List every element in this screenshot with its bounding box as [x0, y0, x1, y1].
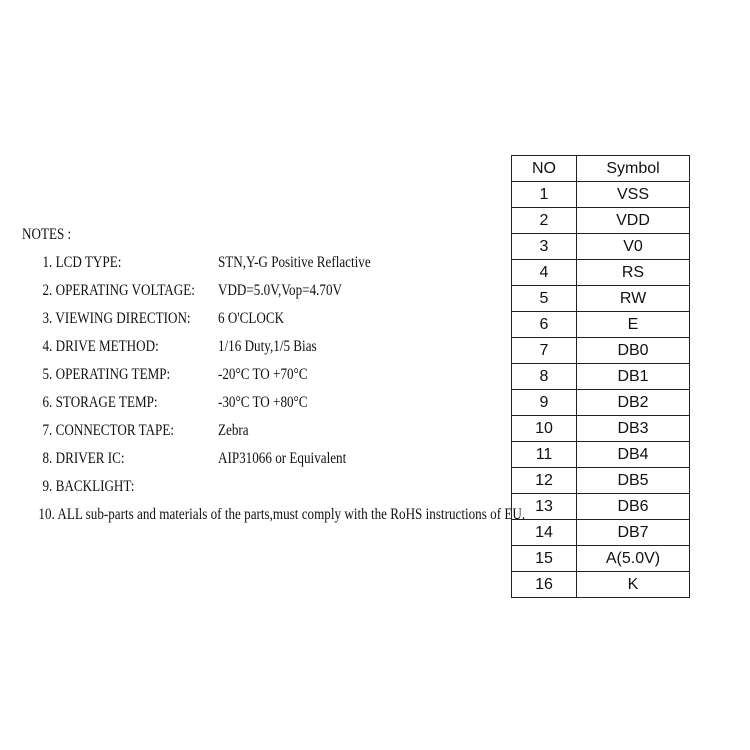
pin-number: 4 — [512, 260, 577, 286]
table-row — [512, 572, 690, 598]
pin-number: 5 — [512, 286, 577, 312]
pin-symbol: RS — [577, 260, 690, 286]
table-row — [512, 260, 690, 286]
pin-symbol: VSS — [577, 182, 690, 208]
table-row — [512, 520, 690, 546]
pin-symbol: A(5.0V) — [577, 546, 690, 572]
pin-table — [511, 155, 690, 598]
note-label: 6. STORAGE TEMP: — [42, 394, 158, 411]
pin-number: 13 — [512, 494, 577, 520]
note-value: 6 O'CLOCK — [217, 310, 285, 327]
pin-symbol: DB1 — [577, 364, 690, 390]
note-text: 10. ALL sub-parts and materials of the parts,must comply with the RoHS instructions of EU. — [38, 506, 526, 523]
pin-symbol: DB4 — [577, 442, 690, 468]
note-label: 1. LCD TYPE: — [42, 254, 122, 271]
table-row — [512, 182, 690, 208]
pin-number: 16 — [512, 572, 577, 598]
note-label: 8. DRIVER IC: — [42, 450, 125, 467]
note-value: Zebra — [217, 422, 249, 439]
note-label: 4. DRIVE METHOD: — [42, 338, 159, 355]
pin-number: 12 — [512, 468, 577, 494]
pin-number: 3 — [512, 234, 577, 260]
pin-symbol: DB5 — [577, 468, 690, 494]
note-label: 3. VIEWING DIRECTION: — [42, 310, 191, 327]
pin-symbol: RW — [577, 286, 690, 312]
pin-number: 8 — [512, 364, 577, 390]
note-value: STN,Y-G Positive Reflactive — [217, 254, 371, 271]
pin-symbol: K — [577, 572, 690, 598]
table-row — [512, 338, 690, 364]
pin-number: 2 — [512, 208, 577, 234]
pin-symbol: DB0 — [577, 338, 690, 364]
table-row — [512, 208, 690, 234]
pin-symbol: VDD — [577, 208, 690, 234]
note-label: 2. OPERATING VOLTAGE: — [42, 282, 195, 299]
pin-symbol: E — [577, 312, 690, 338]
note-label: 7. CONNECTOR TAPE: — [42, 422, 175, 439]
table-row — [512, 364, 690, 390]
pin-table-body — [512, 182, 690, 598]
table-row — [512, 234, 690, 260]
table-row — [512, 390, 690, 416]
notes-title: NOTES : — [22, 226, 72, 243]
note-label: 9. BACKLIGHT: — [42, 478, 135, 495]
note-value: -20°C TO +70°C — [217, 366, 308, 383]
pin-symbol: DB2 — [577, 390, 690, 416]
table-row — [512, 416, 690, 442]
pin-symbol: DB6 — [577, 494, 690, 520]
pin-number: 15 — [512, 546, 577, 572]
note-value: 1/16 Duty,1/5 Bias — [217, 338, 317, 355]
table-row — [512, 286, 690, 312]
table-row — [512, 546, 690, 572]
pin-number: 14 — [512, 520, 577, 546]
table-row — [512, 468, 690, 494]
pin-symbol: V0 — [577, 234, 690, 260]
column-header-symbol: Symbol — [577, 156, 690, 182]
pin-number: 9 — [512, 390, 577, 416]
table-row — [512, 442, 690, 468]
pin-number: 10 — [512, 416, 577, 442]
table-row — [512, 312, 690, 338]
pin-number: 6 — [512, 312, 577, 338]
note-value: AIP31066 or Equivalent — [217, 450, 347, 467]
column-header-no: NO — [512, 156, 577, 182]
pin-number: 1 — [512, 182, 577, 208]
pin-number: 11 — [512, 442, 577, 468]
pin-symbol: DB7 — [577, 520, 690, 546]
pin-symbol: DB3 — [577, 416, 690, 442]
note-value: VDD=5.0V,Vop=4.70V — [217, 282, 343, 299]
pin-number: 7 — [512, 338, 577, 364]
table-row — [512, 494, 690, 520]
table-header-row — [512, 156, 690, 182]
note-value: -30°C TO +80°C — [217, 394, 308, 411]
note-label: 5. OPERATING TEMP: — [42, 366, 171, 383]
